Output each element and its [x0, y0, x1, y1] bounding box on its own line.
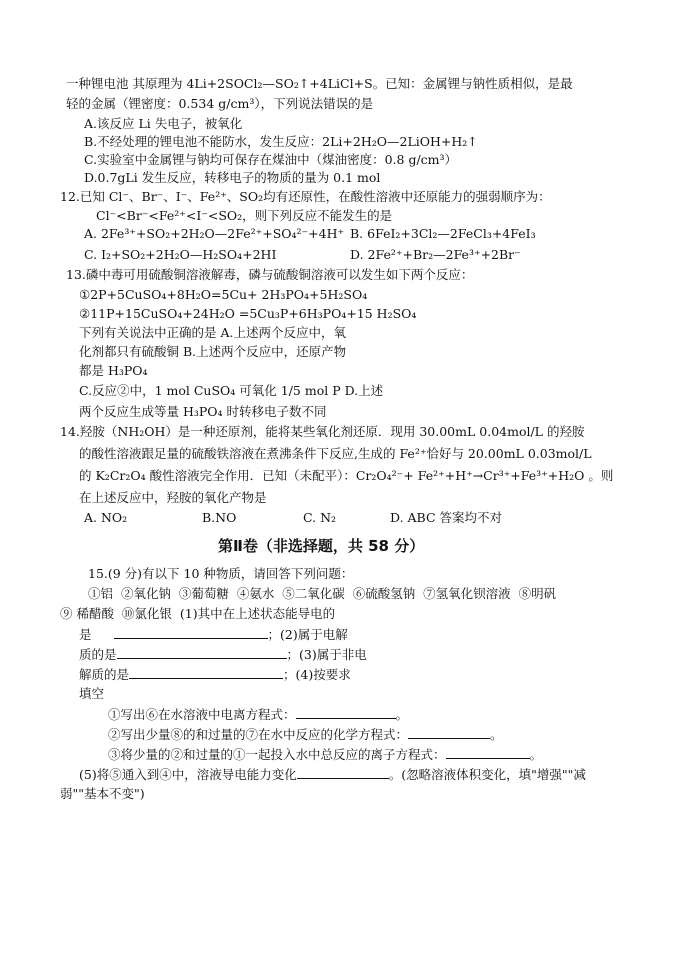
q15-line-5 [79, 646, 367, 663]
answer-blank-4[interactable] [296, 706, 396, 719]
q14-line-4: 在上述反应中，羟胺的氧化产物是 [79, 490, 267, 505]
q15-text: ①写出⑥在水溶液中电离方程式： [108, 707, 296, 722]
q14-option-d: D. ABC 答案均不对 [390, 510, 503, 525]
q15-text: 。(忽略溶液体积变化，填"增强""减 [388, 767, 586, 782]
q12-option-d: D. 2Fe²⁺+Br₂—2Fe³⁺+2Br⁻ [350, 247, 521, 262]
q15-text: ；(2)属于电解 [267, 627, 348, 642]
q15-text: ②写出少量⑧的和过量的⑦在水中反应的化学方程式： [108, 727, 409, 742]
q12-option-c: C. I₂+SO₂+2H₂O—H₂SO₄+2HI [84, 247, 277, 262]
q15-line-7: 填空 [79, 686, 105, 701]
q13-line-4: 下列有关说法中正确的是 A.上述两个反应中，氧 [79, 325, 346, 340]
q11-line-1: 一种锂电池 其原理为 4Li+2SOCl₂—SO₂↑+4LiCl+S。已知：金属锂与钠性质相似，是最 [66, 76, 573, 91]
q11-option-c: C.实验室中金属锂与钠均可保存在煤油中（煤油密度：0.8 g/cm³） [84, 152, 458, 167]
answer-blank-6[interactable] [446, 746, 530, 759]
q15-text: ；(4)按要求 [283, 667, 351, 682]
q15-sub-1 [108, 706, 408, 723]
q15-text: 。 [395, 707, 409, 722]
q15-sub-2 [108, 726, 503, 743]
q15-part-5-cont: 弱""基本不变") [60, 786, 145, 801]
answer-blank-2[interactable] [117, 646, 287, 659]
section-2-title: 第Ⅱ卷（非选择题，共 58 分） [218, 537, 425, 555]
q12-line-1: 12.已知 Cl⁻、Br⁻、I⁻、Fe²⁺、SO₂均有还原性，在酸性溶液中还原能力的强弱顺序为： [60, 189, 551, 204]
q15-text: 是 [79, 627, 92, 642]
q14-option-c: C. N₂ [303, 510, 337, 525]
q15-text: 。 [529, 747, 543, 762]
q14-option-a: A. NO₂ [84, 510, 128, 525]
q14-line-3: 的 K₂Cr₂O₄ 酸性溶液完全作用．已知（未配平）：Cr₂O₄²⁻+ Fe²⁺+H⁺→Cr³⁺+Fe³⁺+H₂O 。则 [79, 468, 614, 483]
answer-blank-3[interactable] [129, 666, 283, 679]
q15-text: ；(3)属于非电 [286, 647, 367, 662]
q15-line-6 [79, 666, 351, 683]
q11-option-a: A.该反应 Li 失电子，被氧化 [84, 116, 243, 131]
q11-option-d: D.0.7gLi 发生反应，转移电子的物质的量为 0.1 mol [84, 170, 381, 185]
q12-option-b: B. 6FeI₂+3Cl₂—2FeCl₃+4FeI₃ [350, 226, 536, 241]
q12-line-2: Cl⁻<Br⁻<Fe²⁺<I⁻<SO₂，则下列反应不能发生的是 [96, 208, 393, 223]
q15-line-1: 15.(9 分)有以下 10 种物质，请回答下列问题： [88, 566, 354, 581]
q15-part-5 [79, 766, 586, 783]
q13-line-6: 都是 H₃PO₄ [79, 363, 148, 378]
q15-text: (5)将⑤通入到④中，溶液导电能力变化 [79, 767, 297, 782]
q15-sub-3 [108, 746, 542, 763]
q14-line-1: 14.羟胺（NH₂OH）是一种还原剂，能将某些氧化剂还原．现用 30.00mL 0.04mol/L 的羟胺 [60, 424, 585, 439]
q11-line-2: 轻的金属（锂密度：0.534 g/cm³），下列说法错误的是 [66, 96, 374, 111]
q12-option-a: A. 2Fe³⁺+SO₂+2H₂O—2Fe²⁺+SO₄²⁻+4H⁺ [84, 226, 345, 241]
q15-text: 解质的是 [79, 667, 130, 682]
answer-blank-7[interactable] [297, 766, 389, 779]
q13-line-5: 化剂都只有硫酸铜 B.上述两个反应中，还原产物 [79, 344, 347, 359]
q11-option-b: B.不经处理的锂电池不能防水，发生反应：2Li+2H₂O—2LiOH+H₂↑ [84, 134, 478, 149]
q13-reaction-1: ①2P+5CuSO₄+8H₂O=5Cu+ 2H₃PO₄+5H₂SO₄ [79, 287, 368, 302]
q13-line-8: 两个反应生成等量 H₃PO₄ 时转移电子数不同 [79, 404, 327, 419]
q15-line-3: ⑨ 稀醋酸 ⑩氯化银 (1)其中在上述状态能导电的 [60, 606, 336, 621]
q15-substances: ①铝 ②氧化钠 ③葡萄糖 ④氨水 ⑤二氧化碳 ⑥硫酸氢钠 ⑦氢氧化钡溶液 ⑧明矾 [88, 586, 557, 601]
q15-text: 质的是 [79, 647, 117, 662]
q13-reaction-2: ②11P+15CuSO₄+24H₂O =5Cu₃P+6H₃PO₄+15 H₂SO₄ [79, 306, 417, 321]
answer-blank-1[interactable] [114, 626, 268, 639]
answer-blank-5[interactable] [408, 726, 490, 739]
q13-line-7: C.反应②中，1 mol CuSO₄ 可氧化 1/5 mol P D.上述 [79, 383, 384, 398]
q14-line-2: 的酸性溶液跟足量的硫酸铁溶液在煮沸条件下反应,生成的 Fe²⁺恰好与 20.00mL 0.03mol/L [79, 446, 592, 461]
q15-text: 。 [490, 727, 503, 742]
q13-line-1: 13.磷中毒可用硫酸铜溶液解毒，磷与硫酸铜溶液可以发生如下两个反应： [66, 267, 474, 282]
q15-text: ③将少量的②和过量的①一起投入水中总反应的离子方程式： [108, 747, 446, 762]
q15-line-4 [79, 626, 348, 643]
q14-option-b: B.NO [202, 510, 237, 525]
